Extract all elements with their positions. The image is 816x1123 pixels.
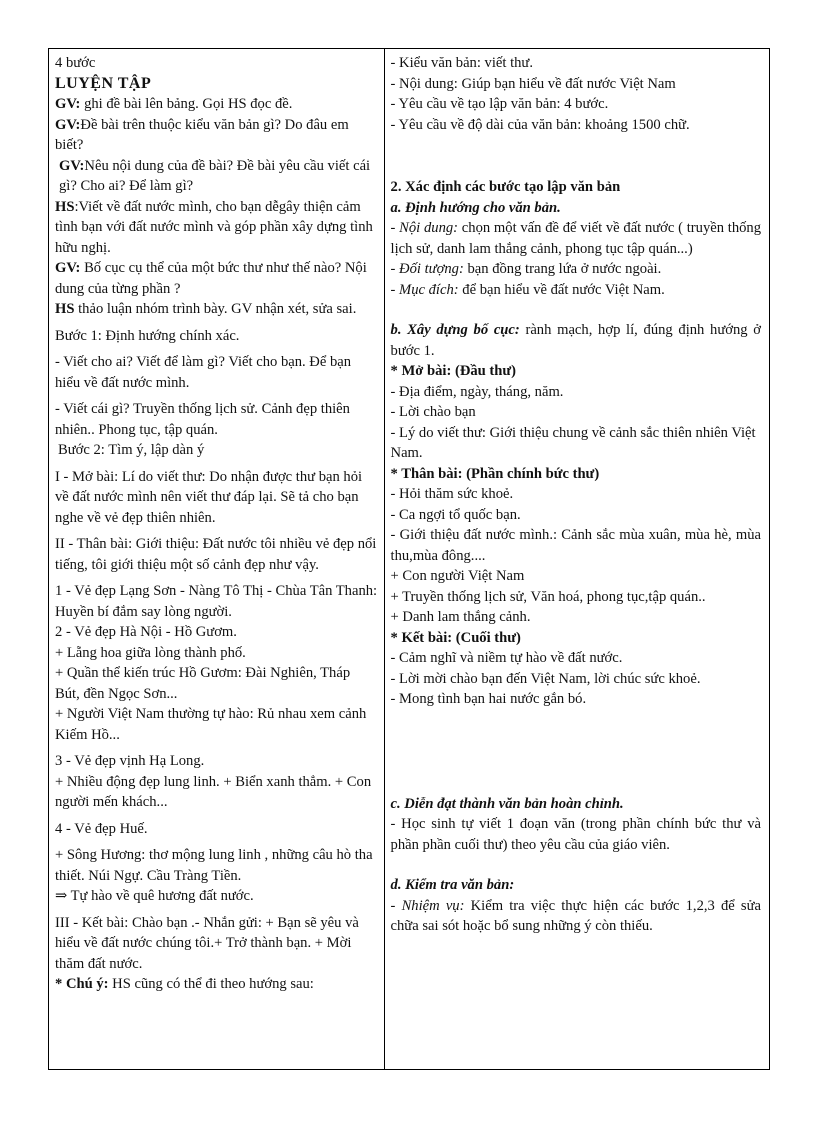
text-line	[55, 94, 378, 115]
text-line: 1 - Vẻ đẹp Lạng Sơn - Nàng Tô Thị - Chùa Tân Thanh: Huyền bí đắm say lòng người.	[55, 583, 378, 620]
role-label: HS	[55, 198, 75, 215]
text-line: + Người Việt Nam thường tự hào: Rủ nhau xem cảnh Kiếm Hồ...	[55, 706, 367, 743]
content-column	[385, 49, 769, 1069]
line-text: chọn một vấn đề để viết về đất nước ( truyền thống lịch sử, danh lam thắng cảnh, phong tục tập quán...)	[390, 220, 762, 257]
text-line: 4 bước	[55, 55, 96, 71]
text-line: + Sông Hương: thơ mộng lung linh , những câu hò tha thiết. Núi Ngự. Cầu Tràng Tiền.	[55, 847, 373, 884]
line-text: -	[390, 897, 402, 914]
text-line: - Địa điểm, ngày, tháng, năm.	[390, 383, 564, 400]
text-line: III - Kết bài: Chào bạn .- Nhắn gửi: + Bạn sẽ yêu và hiểu về đất nước chúng tôi.+ Trở thành bạn. + Mời thăm đất nước.	[55, 914, 359, 972]
text-line: - Lý do viết thư: Giới thiệu chung về cảnh sắc thiên nhiên Việt Nam.	[390, 424, 756, 461]
line-text: Nêu nội dung của đề bài? Đề bài yêu cầu viết cái gì? Cho ai? Để làm gì?	[59, 157, 371, 194]
item-label: Đối tượng:	[399, 261, 464, 277]
text-line	[55, 197, 378, 259]
text-line: + Con người Việt Nam	[390, 568, 525, 584]
text-line	[55, 115, 378, 156]
text-line	[391, 218, 761, 259]
section-heading: 2. Xác định các bước tạo lập văn bản	[390, 179, 621, 195]
text-line	[391, 280, 761, 301]
text-line: II - Thân bài: Giới thiệu: Đất nước tôi nhiều vẻ đẹp nổi tiếng, tôi giới thiệu một số cảnh đẹp như vậy.	[55, 536, 377, 573]
text-line: - Học sinh tự viết 1 đoạn văn (trong phần chính bức thư và phần phần cuối thư) theo yêu cầu của giáo viên.	[390, 816, 761, 853]
line-text: thảo luận nhóm trình bày. GV nhận xét, sửa sai.	[74, 301, 357, 317]
text-line: + Nhiều động đẹp lung linh. + Biển xanh thẳm. + Con người mến khách...	[55, 773, 372, 810]
text-line	[391, 896, 761, 937]
role-label: GV:	[59, 157, 85, 174]
text-line: 3 - Vẻ đẹp vịnh Hạ Long.	[55, 753, 205, 769]
text-line: - Yêu cầu về tạo lập văn bản: 4 bước.	[390, 96, 609, 112]
text-line: + Danh lam thắng cảnh.	[390, 609, 531, 625]
part-heading: * Thân bài: (Phần chính bức thư)	[390, 465, 600, 482]
text-line: ⇒ Tự hào về quê hương đất nước.	[55, 888, 254, 904]
text-line: I - Mở bài: Lí do viết thư: Do nhận được thư bạn hỏi về đất nước mình nên viết thư đáp lại. Sẽ tả cho bạn nghe về vẻ đẹp thiên nhiên.	[55, 468, 363, 526]
text-line	[55, 156, 378, 197]
text-line: - Cảm nghĩ và niềm tự hào về đất nước.	[390, 650, 623, 666]
line-text: HS cũng có thể đi theo hướng sau:	[108, 976, 314, 992]
text-line: - Ca ngợi tổ quốc bạn.	[390, 506, 521, 523]
text-line	[55, 974, 378, 995]
text-line: - Viết cái gì? Truyền thống lịch sử. Cảnh đẹp thiên nhiên.. Phong tục, tập quán.	[55, 401, 350, 438]
text-line	[55, 299, 378, 320]
item-label: Mục đích:	[399, 281, 459, 298]
part-heading: * Kết bài: (Cuối thư)	[390, 629, 521, 646]
text-line	[391, 320, 761, 361]
line-text: :Viết về đất nước mình, cho bạn dễgây thiện cảm tình bạn với đất nước mình và góp phần xây dựng tình hữu nghị.	[55, 198, 373, 256]
line-text: -	[390, 261, 400, 277]
subsection-heading: d. Kiểm tra văn bản:	[390, 877, 515, 893]
line-text: bạn đồng trang lứa ở nước ngoài.	[463, 261, 662, 277]
text-line: - Nội dung: Giúp bạn hiểu về đất nước Việt Nam	[390, 75, 676, 92]
text-line: - Hỏi thăm sức khoẻ.	[390, 486, 514, 502]
role-label: HS	[55, 301, 75, 317]
section-heading: LUYỆN TẬP	[55, 74, 152, 92]
line-text: ghi đề bài lên bảng. Gọi HS đọc đề.	[80, 96, 293, 112]
subsection-heading: c. Diễn đạt thành văn bản hoàn chỉnh.	[390, 795, 624, 812]
text-line: - Kiểu văn bản: viết thư.	[390, 55, 533, 71]
subsection-heading: b. Xây dựng bố cục:	[390, 322, 520, 338]
text-line: - Yêu cầu về độ dài của văn bản: khoảng 1500 chữ.	[390, 116, 690, 133]
line-text: -	[390, 220, 400, 236]
lesson-table	[48, 48, 770, 1070]
text-line: - Lời chào bạn	[390, 404, 476, 420]
text-line: - Mong tình bạn hai nước gắn bó.	[390, 691, 587, 707]
text-line: 2 - Vẻ đẹp Hà Nội - Hồ Gươm.	[55, 624, 237, 640]
text-line: + Quần thể kiến trúc Hồ Gươm: Đài Nghiên, Tháp Bút, đền Ngọc Sơn...	[55, 665, 351, 702]
text-line: + Truyền thống lịch sử, Văn hoá, phong tục,tập quán..	[390, 588, 706, 605]
line-text: -	[390, 281, 400, 298]
text-line: - Lời mời chào bạn đến Việt Nam, lời chúc sức khoẻ.	[390, 670, 701, 687]
note-label: * Chú ý:	[55, 976, 109, 992]
role-label: GV:	[55, 96, 81, 112]
role-label: GV:	[55, 260, 81, 276]
part-heading: * Mở bài: (Đầu thư)	[390, 363, 517, 379]
line-text: Đề bài trên thuộc kiểu văn bản gì? Do đâu em biết?	[55, 116, 349, 153]
line-text: rành mạch, hợp lí, đúng định hướng ở bước 1.	[390, 322, 761, 359]
text-line: 4 - Vẻ đẹp Huế.	[55, 820, 148, 837]
line-text: để bạn hiểu về đất nước Việt Nam.	[458, 281, 665, 298]
line-text: Bố cục cụ thể của một bức thư như thế nào? Nội dung của từng phần ?	[55, 260, 367, 297]
text-line: Bước 1: Định hướng chính xác.	[55, 327, 240, 344]
text-line: Bước 2: Tìm ý, lập dàn ý	[58, 442, 205, 458]
text-line: - Viết cho ai? Viết để làm gì? Viết cho bạn. Để bạn hiểu về đất nước mình.	[55, 354, 352, 391]
teacher-activity-column	[49, 49, 385, 1069]
text-line: + Lẵng hoa giữa lòng thành phố.	[55, 644, 246, 661]
text-line: - Giới thiệu đất nước mình.: Cảnh sắc mùa xuân, mùa hè, mùa thu,mùa đông....	[390, 527, 761, 564]
text-line	[391, 259, 761, 280]
item-label: Nhiệm vụ:	[401, 897, 465, 914]
item-label: Nội dung:	[399, 220, 459, 236]
subsection-heading: a. Định hướng cho văn bản.	[390, 199, 561, 216]
role-label: GV:	[55, 116, 81, 133]
text-line	[55, 258, 378, 299]
line-text: Kiểm tra việc thực hiện các bước 1,2,3 để sửa chữa sai sót hoặc bổ sung những ý còn thiếu.	[390, 897, 761, 934]
